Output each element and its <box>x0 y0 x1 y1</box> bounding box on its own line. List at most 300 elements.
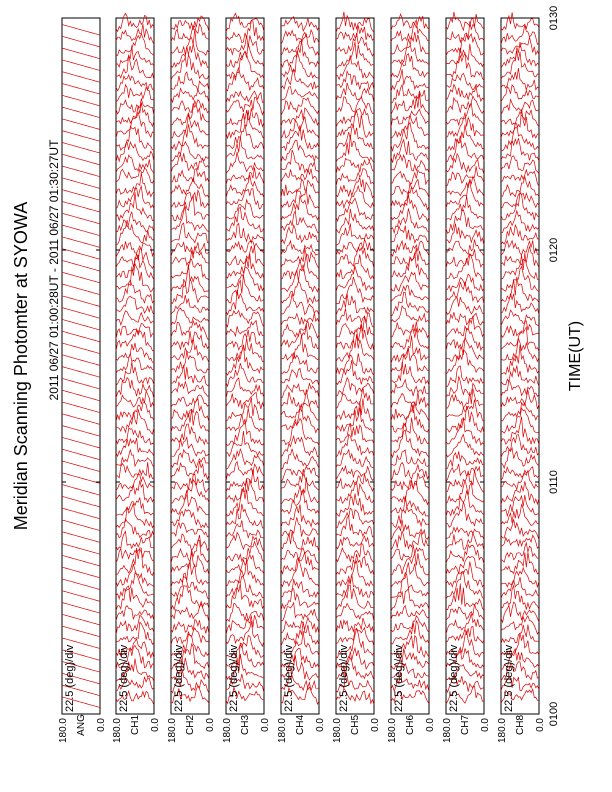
data-trace <box>336 628 374 647</box>
data-trace <box>446 181 484 208</box>
panel-ch3 <box>222 13 271 743</box>
data-trace <box>336 126 374 149</box>
data-trace <box>391 123 429 151</box>
panel-ch2 <box>167 16 216 743</box>
data-trace <box>391 589 429 612</box>
data-trace <box>62 485 100 496</box>
panel-ch1 <box>112 13 161 743</box>
panel-traces <box>226 13 264 703</box>
data-trace <box>391 405 429 433</box>
data-trace <box>446 96 484 113</box>
data-trace <box>501 448 539 468</box>
data-trace <box>62 143 100 154</box>
y-tick-label-min: 0.0 <box>260 718 271 732</box>
data-trace <box>336 158 374 174</box>
data-trace <box>391 54 429 78</box>
data-trace <box>116 438 154 457</box>
data-trace <box>501 294 539 315</box>
data-trace <box>281 294 319 316</box>
data-trace <box>62 437 100 448</box>
data-trace <box>336 434 374 457</box>
data-trace <box>446 136 484 163</box>
data-trace <box>171 190 209 207</box>
data-trace <box>336 239 374 255</box>
data-trace <box>226 267 264 291</box>
data-trace <box>391 292 429 316</box>
data-trace <box>391 109 429 127</box>
data-trace <box>501 435 539 458</box>
x-axis-label: TIME(UT) <box>567 320 584 392</box>
data-trace <box>116 549 154 563</box>
y-tick-label-max: 180.0 <box>332 718 343 744</box>
data-trace <box>501 339 539 362</box>
panel-channel-label: ANG <box>76 714 87 736</box>
panel-frame <box>446 18 484 714</box>
data-trace <box>446 316 484 338</box>
data-trace <box>171 351 209 373</box>
data-trace <box>62 213 100 224</box>
data-trace <box>62 60 100 71</box>
data-trace <box>446 53 484 80</box>
data-trace <box>446 85 484 102</box>
data-trace <box>62 532 100 543</box>
data-trace <box>226 520 264 538</box>
data-trace <box>281 150 319 173</box>
data-trace <box>171 223 209 243</box>
data-trace <box>391 140 429 163</box>
panel-ch4 <box>277 17 326 743</box>
data-trace <box>446 297 484 314</box>
data-trace <box>116 615 154 635</box>
data-trace <box>62 544 100 555</box>
data-trace <box>62 48 100 59</box>
panel-frame <box>62 18 100 714</box>
data-trace <box>336 508 374 527</box>
data-trace <box>171 573 209 599</box>
data-trace <box>281 517 319 536</box>
data-trace <box>281 490 319 514</box>
data-trace <box>501 240 539 255</box>
chart-title: Meridian Scanning Photomter at SYOWA <box>11 201 31 531</box>
data-trace <box>281 265 319 292</box>
data-trace <box>336 135 374 163</box>
data-trace <box>501 467 539 480</box>
data-trace <box>281 179 319 198</box>
data-trace <box>281 353 319 374</box>
data-trace <box>391 93 429 115</box>
data-trace <box>226 392 264 409</box>
data-trace <box>336 494 374 517</box>
data-trace <box>62 331 100 342</box>
data-trace <box>226 290 264 315</box>
x-tick-label: 0120 <box>548 237 560 263</box>
y-tick-label-max: 180.0 <box>387 718 398 744</box>
y-tick-label-max: 180.0 <box>167 718 178 744</box>
data-trace <box>171 382 209 397</box>
panel-scale-label: 22.5 (deg)/div <box>64 644 76 712</box>
data-trace <box>446 556 484 575</box>
data-trace <box>116 503 154 527</box>
data-trace <box>446 21 484 42</box>
data-trace <box>281 389 319 408</box>
panel-channel-label: CH8 <box>515 714 526 736</box>
data-trace <box>391 179 429 198</box>
data-trace <box>391 226 429 243</box>
data-trace <box>116 296 154 315</box>
data-trace <box>116 99 154 116</box>
data-trace <box>62 603 100 614</box>
data-trace <box>171 308 209 326</box>
data-trace <box>226 615 264 635</box>
data-trace <box>116 13 154 31</box>
data-trace <box>336 334 374 361</box>
panel-traces <box>62 25 100 708</box>
panel-scale-label: 22.5 (deg)/div <box>503 644 515 712</box>
data-trace <box>391 507 429 528</box>
data-trace <box>446 584 484 611</box>
data-trace <box>281 504 319 527</box>
data-trace <box>171 124 209 150</box>
data-trace <box>171 437 209 456</box>
data-trace <box>62 567 100 578</box>
data-trace <box>62 426 100 437</box>
data-trace <box>391 573 429 599</box>
data-trace <box>391 272 429 291</box>
data-trace <box>446 527 484 539</box>
data-trace <box>171 246 209 265</box>
data-trace <box>116 330 154 351</box>
panel-traces <box>171 16 209 704</box>
data-trace <box>501 156 539 174</box>
data-trace <box>281 98 319 116</box>
data-trace <box>336 466 374 480</box>
panel-scale-label: 22.5 (deg)/div <box>448 644 460 712</box>
panel-ang <box>58 18 107 743</box>
data-trace <box>62 201 100 212</box>
data-trace <box>116 220 154 245</box>
data-trace <box>171 55 209 80</box>
y-tick-label-max: 180.0 <box>112 718 123 744</box>
panel-scale-label: 22.5 (deg)/div <box>118 644 130 712</box>
data-trace <box>336 536 374 549</box>
data-trace <box>501 390 539 409</box>
data-trace <box>281 169 319 184</box>
data-trace <box>501 602 539 622</box>
data-trace <box>281 532 319 552</box>
data-trace <box>171 331 209 349</box>
data-trace <box>391 545 429 561</box>
data-trace <box>171 395 209 407</box>
data-trace <box>171 409 209 433</box>
data-trace <box>171 534 209 551</box>
data-trace <box>62 626 100 637</box>
panel-channel-label: CH3 <box>240 714 251 736</box>
data-trace <box>281 622 319 646</box>
data-trace <box>62 579 100 590</box>
data-trace <box>171 29 209 55</box>
data-trace <box>336 388 374 409</box>
data-trace <box>336 294 374 316</box>
data-trace <box>501 577 539 599</box>
data-trace <box>171 321 209 340</box>
panel-scale-label: 22.5 (deg)/div <box>228 644 240 712</box>
chart-subtitle: 2011 06/27 01:00:28UT - 2011 06/27 01:30:27UT <box>47 139 61 401</box>
data-trace <box>281 225 319 244</box>
data-trace <box>62 614 100 625</box>
panel-ch7 <box>442 12 491 743</box>
data-trace <box>336 209 374 233</box>
panel-traces <box>116 13 154 705</box>
data-trace <box>446 125 484 151</box>
data-trace <box>116 212 154 232</box>
data-trace <box>62 308 100 319</box>
data-trace <box>446 533 484 551</box>
data-trace <box>391 85 429 104</box>
panel-traces <box>391 14 429 704</box>
data-trace <box>171 279 209 304</box>
data-trace <box>116 241 154 257</box>
data-trace <box>171 142 209 161</box>
data-trace <box>171 450 209 468</box>
data-trace <box>336 585 374 611</box>
data-trace <box>226 397 264 420</box>
data-trace <box>501 267 539 292</box>
data-trace <box>226 68 264 91</box>
data-trace <box>116 142 154 162</box>
data-trace <box>336 618 374 634</box>
data-trace <box>281 254 319 280</box>
data-trace <box>62 84 100 95</box>
data-trace <box>281 241 319 256</box>
data-trace <box>62 343 100 354</box>
data-trace <box>391 380 429 396</box>
data-trace <box>501 505 539 526</box>
data-trace <box>391 562 429 587</box>
data-trace <box>501 345 539 375</box>
data-trace <box>62 107 100 118</box>
data-trace <box>226 603 264 623</box>
data-trace <box>391 187 429 210</box>
data-trace <box>116 264 154 292</box>
data-trace <box>446 176 484 197</box>
data-trace <box>116 391 154 407</box>
data-trace <box>336 450 374 468</box>
data-trace <box>62 508 100 519</box>
plot-frame-group <box>11 6 584 743</box>
data-trace <box>336 169 374 187</box>
data-trace <box>281 69 319 89</box>
data-trace <box>171 586 209 611</box>
data-trace <box>171 561 209 587</box>
y-tick-label-max: 180.0 <box>442 718 453 744</box>
data-trace <box>336 97 374 114</box>
panel-ch6 <box>387 14 436 743</box>
data-trace <box>171 474 209 492</box>
panel-traces <box>336 12 374 705</box>
data-trace <box>336 543 374 562</box>
data-trace <box>336 604 374 622</box>
data-trace <box>62 36 100 47</box>
y-tick-label-min: 0.0 <box>370 718 381 732</box>
data-trace <box>446 434 484 457</box>
data-trace <box>501 586 539 610</box>
data-trace <box>446 249 484 268</box>
data-trace <box>391 430 429 457</box>
data-trace <box>446 350 484 375</box>
data-trace <box>446 464 484 482</box>
y-tick-label-min: 0.0 <box>535 718 546 732</box>
data-trace <box>62 190 100 201</box>
data-trace <box>116 45 154 67</box>
data-trace <box>226 91 264 103</box>
data-trace <box>116 474 154 491</box>
panel-channel-label: CH1 <box>130 714 141 736</box>
data-trace <box>226 254 264 279</box>
data-trace <box>446 502 484 528</box>
data-trace <box>281 466 319 481</box>
data-trace <box>62 414 100 425</box>
data-trace <box>281 40 319 67</box>
data-trace <box>62 449 100 460</box>
data-trace <box>446 210 484 233</box>
panel-traces <box>446 12 484 704</box>
data-trace <box>226 44 264 68</box>
data-trace <box>391 195 429 221</box>
data-trace <box>62 225 100 236</box>
data-trace <box>116 480 154 502</box>
data-trace <box>62 461 100 472</box>
panel-channel-label: CH4 <box>295 714 306 736</box>
data-trace <box>116 428 154 445</box>
data-trace <box>336 308 374 327</box>
data-trace <box>446 337 484 361</box>
data-trace <box>171 604 209 623</box>
data-trace <box>281 313 319 326</box>
data-trace <box>501 51 539 79</box>
data-trace <box>226 275 264 303</box>
data-trace <box>446 491 484 516</box>
data-trace <box>116 519 154 538</box>
y-tick-label-min: 0.0 <box>425 718 436 732</box>
data-trace <box>391 520 429 541</box>
data-trace <box>62 284 100 295</box>
y-tick-label-min: 0.0 <box>150 718 161 732</box>
data-trace <box>116 362 154 386</box>
data-trace <box>62 355 100 366</box>
data-trace <box>501 12 539 30</box>
data-trace <box>171 195 209 221</box>
panel-traces <box>281 17 319 704</box>
data-trace <box>391 606 429 620</box>
data-trace <box>62 555 100 566</box>
data-trace <box>446 166 484 186</box>
data-trace <box>62 249 100 260</box>
data-trace <box>501 616 539 634</box>
data-trace <box>501 170 539 187</box>
x-tick-label: 0130 <box>548 5 560 31</box>
data-trace <box>171 88 209 103</box>
data-trace <box>501 85 539 102</box>
data-trace <box>281 403 319 420</box>
y-tick-label-max: 180.0 <box>277 718 288 744</box>
y-tick-label-min: 0.0 <box>205 718 216 732</box>
y-tick-label-max: 180.0 <box>497 718 508 744</box>
panel-channel-label: CH2 <box>185 714 196 736</box>
data-trace <box>62 237 100 248</box>
y-tick-label-max: 180.0 <box>58 718 69 744</box>
data-trace <box>116 168 154 183</box>
data-trace <box>281 140 319 163</box>
data-trace <box>116 127 154 151</box>
data-trace <box>501 310 539 326</box>
data-trace <box>281 436 319 457</box>
data-trace <box>226 168 264 185</box>
data-trace <box>336 474 374 491</box>
x-tick-label: 0110 <box>548 470 560 494</box>
data-trace <box>281 449 319 469</box>
data-trace <box>62 260 100 271</box>
data-trace <box>62 591 100 602</box>
data-trace <box>501 380 539 397</box>
data-trace <box>226 51 264 79</box>
data-trace <box>171 620 209 635</box>
data-trace <box>281 559 319 587</box>
data-trace <box>226 504 264 528</box>
data-trace <box>116 186 154 209</box>
data-trace <box>62 390 100 401</box>
panel-ch8 <box>497 12 546 743</box>
data-trace <box>226 419 264 445</box>
data-trace <box>226 363 264 386</box>
data-trace <box>116 24 154 44</box>
panel-ch5 <box>332 12 381 743</box>
data-trace <box>336 12 374 33</box>
panel-channel-label: CH6 <box>405 714 416 736</box>
data-trace <box>391 362 429 385</box>
data-trace <box>226 124 264 150</box>
data-trace <box>62 496 100 507</box>
data-trace <box>336 316 374 337</box>
data-trace <box>62 402 100 413</box>
y-tick-label-min: 0.0 <box>96 718 107 732</box>
data-trace <box>116 573 154 599</box>
panel-scale-label: 22.5 (deg)/div <box>283 644 295 712</box>
data-trace <box>226 21 264 43</box>
data-trace <box>226 431 264 456</box>
data-trace <box>446 312 484 325</box>
data-trace <box>171 242 209 256</box>
data-trace <box>391 170 429 184</box>
panel-scale-label: 22.5 (deg)/div <box>338 644 350 712</box>
data-trace <box>116 564 154 587</box>
data-trace <box>116 532 154 550</box>
data-trace <box>116 606 154 621</box>
data-trace <box>62 272 100 283</box>
data-trace <box>336 399 374 422</box>
data-trace <box>62 166 100 177</box>
data-trace <box>336 25 374 40</box>
data-trace <box>62 119 100 130</box>
data-trace <box>62 520 100 531</box>
data-trace <box>226 207 264 232</box>
data-trace <box>336 360 374 384</box>
data-trace <box>116 311 154 325</box>
data-trace <box>226 241 264 254</box>
data-trace <box>281 248 319 269</box>
data-trace <box>62 72 100 83</box>
data-trace <box>281 384 319 399</box>
data-trace <box>226 189 264 209</box>
